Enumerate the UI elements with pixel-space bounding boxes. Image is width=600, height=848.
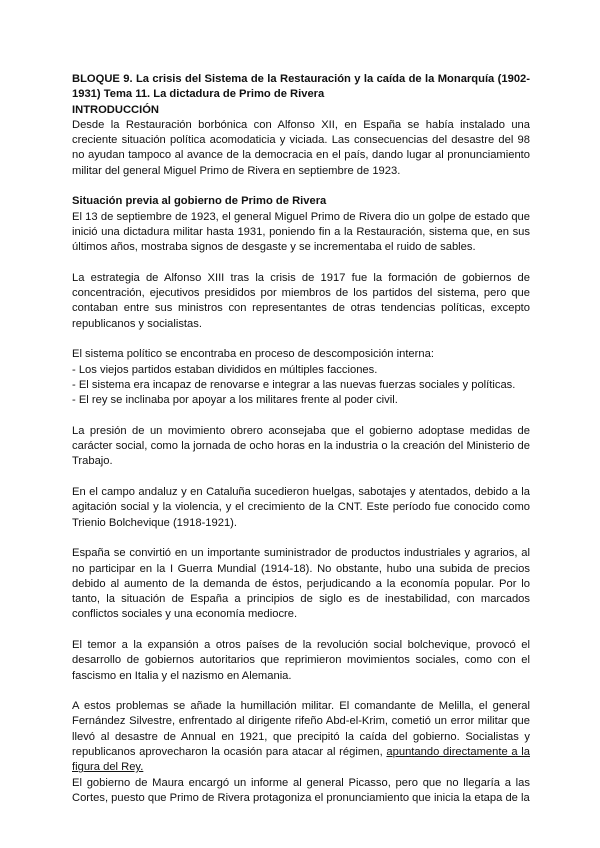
spacer bbox=[72, 470, 530, 485]
spacer bbox=[72, 409, 530, 424]
paragraph-labor: La presión de un movimiento obrero aconsejaba que el gobierno adoptase medidas de carácter social, como la jornada de ocho horas en la industria o la creación del Ministerio de Trabajo. bbox=[72, 424, 530, 468]
spacer bbox=[72, 179, 530, 194]
spacer bbox=[72, 684, 530, 699]
underlined-phrase: apuntando directamente a la figura del Rey. bbox=[72, 746, 530, 774]
paragraph-economy: España se convirtió en un importante suministrador de productos industriales y agrarios, al no participar en la I Guerra Mundial (1914-18). No obstante, hubo una subida de precios debido al aumento de la demanda de éstos, perjudicando a la economía popular. Por lo tanto, la situación de España a principios de siglo es de inestabilidad, con marcados conflictos sociales y una economía mediocre. bbox=[72, 547, 530, 621]
list-item: - Los viejos partidos estaban divididos en múltiples facciones. bbox=[72, 363, 378, 376]
spacer bbox=[72, 623, 530, 638]
document-page bbox=[72, 72, 530, 806]
paragraph-trienio: En el campo andaluz y en Cataluña sucedieron huelgas, sabotajes y atentados, debido a la agitación social y la violencia, y el crecimiento de la CNT. Este período fue conocido como Trienio Bolchevique (1918-1921). bbox=[72, 486, 530, 529]
paragraph-authoritarian: El temor a la expansión a otros países de la revolución social bolchevique, provocó el desarrollo de gobiernos autoritarios que reprimieron movimientos sociales, como con el fascismo en Italia y el nazismo en Alemania. bbox=[72, 638, 530, 682]
annual-text: A estos problemas se añade la humillación militar. El comandante de Melilla, el general Fernández Silvestre, enfrentado al dirigente rifeño Abd-el-Krim, cometió un error militar que llevó al desastre de Annual en 1921, que precipitó la caída del gobierno. Socialistas y republicanos aprovecharon la ocasión para atacar al régimen, bbox=[72, 700, 530, 759]
paragraph-coup: El 13 de septiembre de 1923, el general Miguel Primo de Rivera dio un golpe de estado que inició una dictadura militar hasta 1931, poniendo fin a la Restauración, sistema que, en sus últimos años, mostraba signos de desgaste y se incrementaba el ruido de sables. bbox=[72, 210, 530, 254]
intro-heading: INTRODUCCIÓN bbox=[72, 103, 160, 116]
document-title: BLOQUE 9. La crisis del Sistema de la Restauración y la caída de la Monarquía (1902-1931) Tema 11. La dictadura de Primo de Rivera bbox=[72, 73, 530, 101]
paragraph-annual bbox=[72, 699, 530, 775]
spacer bbox=[72, 256, 530, 271]
paragraph-strategy: La estrategia de Alfonso XIII tras la crisis de 1917 fue la formación de gobiernos de concentración, ejecutivos presididos por miembros de los partidos del sistema, pero que contaban entre sus ministros con representantes de otras tendencias políticas, excepto republicanos y socialistas. bbox=[72, 271, 530, 330]
paragraph-system-intro: El sistema político se encontraba en proceso de descomposición interna: bbox=[72, 348, 434, 361]
paragraph-maura: El gobierno de Maura encargó un informe al general Picasso, pero que no llegaría a las Cortes, puesto que Primo de Rivera protagoniza el pronunciamiento que inicia la etapa de la bbox=[72, 776, 530, 804]
list-item: - El sistema era incapaz de renovarse e integrar a las nuevas fuerzas sociales y políticas. bbox=[72, 378, 516, 391]
intro-paragraph: Desde la Restauración borbónica con Alfonso XII, en España se había instalado una creciente situación política acomodaticia y viciada. Las consecuencias del desastre del 98 no ayudan tampoco al avance de la democracia en el país, dando lugar al pronunciamiento militar del general Miguel Primo de Rivera en septiembre de 1923. bbox=[72, 118, 530, 177]
spacer bbox=[72, 531, 530, 546]
section-heading: Situación previa al gobierno de Primo de Rivera bbox=[72, 195, 327, 208]
spacer bbox=[72, 332, 530, 347]
list-item: - El rey se inclinaba por apoyar a los militares frente al poder civil. bbox=[72, 394, 398, 407]
